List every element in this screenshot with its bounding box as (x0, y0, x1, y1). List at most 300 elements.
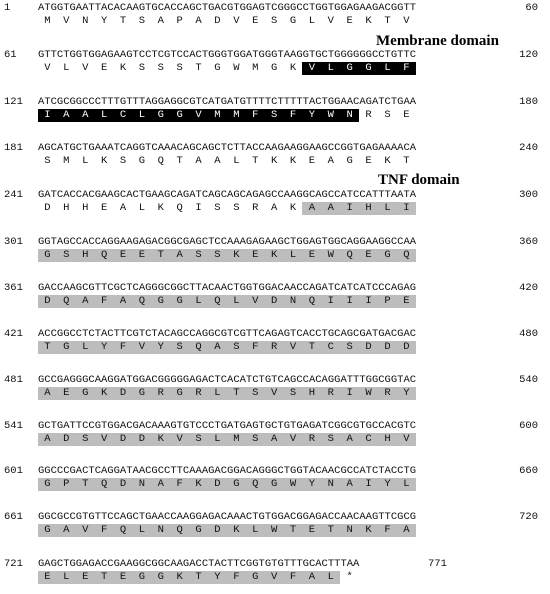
amino-acid-residue: W (265, 524, 284, 537)
amino-acid-residue: F (95, 524, 114, 537)
amino-acid-residue: K (170, 571, 189, 584)
nucleotide-sequence: GGCGCCGTGTTCCAGCTGAACCAAGGAGACAAACTGTGGACGGAGACCAACAAGTTCGCG (38, 511, 417, 523)
amino-acid-residue: K (289, 62, 297, 74)
amino-acid-residue: E (403, 109, 410, 121)
amino-acid-residue: K (189, 478, 208, 491)
amino-acid-residue: Y (302, 109, 321, 122)
nucleotide-sequence: GATCACCACGAAGCACTGAAGCAGATCAGCAGCAGAGCCAAGGCAGCCATCCATTTAATA (38, 189, 417, 201)
amino-acid-sequence (38, 155, 416, 168)
amino-acid-residue: S (176, 62, 183, 74)
amino-acid-residue: H (359, 202, 378, 215)
amino-acid-residue: E (100, 202, 108, 214)
sequence-row (0, 372, 550, 402)
amino-acid-sequence (38, 433, 416, 446)
amino-acid-residue: V (189, 109, 208, 122)
amino-acid-residue: V (265, 387, 284, 400)
amino-acid-residue: V (284, 341, 303, 354)
amino-acid-residue: S (246, 433, 265, 446)
row-end-number: 600 (519, 420, 538, 432)
amino-acid-residue: K (157, 202, 164, 214)
amino-acid-residue: S (233, 202, 240, 214)
row-end-number: 480 (519, 328, 538, 340)
amino-acid-sequence (38, 478, 416, 491)
amino-acid-residue: K (365, 15, 372, 27)
amino-acid-residue: A (397, 524, 416, 537)
amino-acid-residue: W (359, 387, 378, 400)
amino-acid-residue: F (378, 524, 397, 537)
amino-acid-residue: L (321, 62, 340, 75)
amino-acid-residue: G (265, 478, 284, 491)
amino-acid-sequence (38, 571, 359, 584)
amino-acid-residue: F (227, 571, 246, 584)
row-start-number: 121 (4, 96, 23, 108)
amino-acid-residue: A (57, 109, 76, 122)
amino-acid-residue: Q (246, 478, 265, 491)
amino-acid-residue: M (63, 155, 70, 167)
amino-acid-sequence (38, 109, 416, 122)
amino-acid-residue: V (82, 62, 89, 74)
amino-acid-residue: M (252, 62, 259, 74)
amino-acid-residue: A (265, 433, 284, 446)
amino-acid-residue: L (308, 15, 316, 27)
sequence-row (0, 326, 550, 356)
row-start-number: 661 (4, 511, 23, 523)
amino-acid-residue: M (208, 109, 227, 122)
amino-acid-residue: S (170, 341, 189, 354)
nucleotide-sequence: GCTGATTCCGTGGACGACAAAGTGTCCCTGATGAGTGCTGTGAGATCGGCGTGCCACGTC (38, 420, 417, 432)
amino-acid-residue: A (270, 202, 278, 214)
amino-acid-residue: G (359, 62, 378, 75)
amino-acid-residue: H (302, 387, 321, 400)
amino-acid-residue: K (119, 62, 127, 74)
amino-acid-residue: D (265, 295, 284, 308)
sequence-row (0, 556, 550, 586)
amino-acid-residue: M (227, 433, 246, 446)
amino-acid-residue: D (208, 524, 227, 537)
amino-acid-residue: L (378, 62, 397, 75)
nucleotide-sequence: ATGGTGAATTACACAAGTGCACCAGCTGACGTGGAGTCGGGCCTGGTGGAGAAGACGGTT (38, 2, 417, 14)
amino-acid-residue: G (151, 109, 170, 122)
amino-acid-residue: E (100, 62, 108, 74)
amino-acid-residue: V (76, 524, 95, 537)
amino-acid-residue: A (195, 155, 202, 167)
amino-acid-residue: E (76, 571, 95, 584)
amino-acid-residue: T (189, 571, 208, 584)
row-start-number: 241 (4, 189, 23, 201)
amino-acid-residue: K (151, 433, 170, 446)
amino-acid-residue: D (359, 341, 378, 354)
nucleotide-sequence: GCCGAGGGCAAGGATGGACGGGGGAGACTCACATCTGTCAGCCACAGGATTTGGCGGTAC (38, 374, 417, 386)
amino-acid-sequence (38, 295, 416, 308)
amino-acid-residue: Y (208, 571, 227, 584)
amino-acid-residue: E (252, 15, 259, 27)
row-end-number: 420 (519, 282, 538, 294)
amino-acid-residue: S (138, 62, 146, 74)
amino-acid-residue: R (365, 109, 372, 121)
amino-acid-residue: A (157, 15, 164, 27)
amino-acid-residue: N (340, 109, 359, 122)
amino-acid-residue: S (157, 62, 164, 74)
amino-acid-residue: G (378, 249, 397, 262)
amino-acid-residue: K (100, 155, 108, 167)
amino-acid-residue: T (151, 249, 170, 262)
amino-acid-residue: Q (132, 295, 151, 308)
amino-acid-residue: S (321, 433, 340, 446)
amino-acid-residue: Q (114, 524, 133, 537)
amino-acid-residue: F (246, 341, 265, 354)
row-end-number: 720 (519, 511, 538, 523)
amino-acid-residue: S (270, 15, 278, 27)
amino-acid-residue: I (321, 295, 340, 308)
amino-acid-residue: S (214, 202, 221, 214)
amino-acid-residue: K (359, 524, 378, 537)
amino-acid-residue: V (327, 15, 334, 27)
amino-acid-residue: L (76, 341, 95, 354)
amino-acid-sequence (38, 15, 416, 28)
amino-acid-residue: F (284, 109, 303, 122)
amino-acid-residue: L (246, 524, 265, 537)
row-start-number: 301 (4, 236, 23, 248)
amino-acid-residue: P (378, 295, 397, 308)
row-start-number: 1 (4, 2, 11, 14)
amino-acid-sequence (38, 202, 416, 215)
row-end-number: 180 (519, 96, 538, 108)
amino-acid-residue: G (170, 295, 189, 308)
amino-acid-sequence (38, 341, 416, 354)
amino-acid-residue: R (321, 387, 340, 400)
amino-acid-residue: G (151, 571, 170, 584)
amino-acid-residue: L (57, 571, 76, 584)
amino-acid-residue: E (308, 155, 316, 167)
amino-acid-residue: F (95, 295, 114, 308)
row-end-number: 60 (525, 2, 538, 14)
sequence-row (0, 94, 550, 124)
sequence-row (0, 280, 550, 310)
amino-acid-residue: T (321, 524, 340, 537)
amino-acid-residue: I (340, 387, 359, 400)
row-start-number: 601 (4, 465, 23, 477)
amino-acid-residue: K (270, 155, 278, 167)
amino-acid-residue: T (302, 341, 321, 354)
amino-acid-residue: A (114, 295, 133, 308)
amino-acid-residue: A (327, 155, 334, 167)
nucleotide-sequence: GGCCCGACTCAGGATAACGCCTTCAAAGACGGACAGGGCTGGTACAACGCCATCTACCTG (38, 465, 417, 477)
amino-acid-residue: R (189, 387, 208, 400)
amino-acid-residue: L (132, 109, 151, 122)
row-end-number: 540 (519, 374, 538, 386)
amino-acid-residue: A (214, 155, 221, 167)
amino-acid-residue: F (284, 571, 303, 584)
amino-acid-residue: I (195, 202, 202, 214)
amino-acid-residue: K (227, 524, 246, 537)
amino-acid-residue: D (57, 433, 76, 446)
nucleotide-sequence: ACCGGCCTCTACTTCGTCTACAGCCAGGCGTCGTTCAGAGTCACCTGCAGCGATGACGAC (38, 328, 417, 340)
amino-acid-residue: W (321, 109, 340, 122)
amino-acid-residue: L (208, 387, 227, 400)
nucleotide-sequence: GAGCTGGAGACCGAAGGCGGCAAGACCTACTTCGGTGTGTTTGCACTTTAA (38, 558, 360, 570)
amino-acid-residue: V (95, 433, 114, 446)
row-start-number: 481 (4, 374, 23, 386)
amino-acid-residue: S (284, 387, 303, 400)
amino-acid-residue: I (340, 295, 359, 308)
amino-acid-residue: G (151, 295, 170, 308)
row-start-number: 421 (4, 328, 23, 340)
amino-acid-residue: R (265, 341, 284, 354)
amino-acid-residue: V (284, 433, 303, 446)
amino-acid-residue: T (403, 155, 410, 167)
amino-acid-residue: L (397, 478, 416, 491)
amino-acid-residue: G (340, 62, 359, 75)
amino-acid-residue: V (302, 62, 321, 75)
amino-acid-residue: T (227, 387, 246, 400)
amino-acid-residue: S (76, 433, 95, 446)
amino-acid-residue: M (227, 109, 246, 122)
amino-acid-residue: L (284, 249, 303, 262)
amino-acid-residue: R (378, 387, 397, 400)
amino-acid-residue: D (397, 341, 416, 354)
amino-acid-residue: E (302, 249, 321, 262)
amino-acid-residue: V (403, 15, 410, 27)
amino-acid-residue: Q (176, 202, 183, 214)
amino-acid-residue: G (346, 155, 353, 167)
amino-acid-residue: S (265, 109, 284, 122)
amino-acid-residue: S (384, 109, 391, 121)
amino-acid-residue: E (246, 249, 265, 262)
amino-acid-residue: N (284, 295, 303, 308)
amino-acid-residue: L (189, 295, 208, 308)
nucleotide-sequence: AGCATGCTGAAATCAGGTCAAACAGCAGCTCTTACCAAGAAGGAAGCCGGTGAGAAAACA (38, 142, 417, 154)
amino-acid-residue: W (321, 249, 340, 262)
amino-acid-residue: G (132, 387, 151, 400)
amino-acid-residue: A (76, 109, 95, 122)
amino-acid-residue: D (38, 295, 57, 308)
amino-acid-residue: D (114, 433, 133, 446)
amino-acid-residue: S (227, 341, 246, 354)
amino-acid-residue: E (359, 249, 378, 262)
amino-acid-residue: G (170, 387, 189, 400)
amino-acid-residue: G (189, 524, 208, 537)
row-start-number: 721 (4, 558, 23, 570)
amino-acid-residue: S (246, 387, 265, 400)
amino-acid-residue: E (397, 295, 416, 308)
amino-acid-residue: H (76, 249, 95, 262)
amino-acid-residue: W (284, 478, 303, 491)
amino-acid-residue: N (340, 524, 359, 537)
amino-acid-sequence (38, 524, 416, 537)
amino-acid-residue: Y (151, 341, 170, 354)
nucleotide-sequence: ATCGCGGCCCTTTGTTTAGGAGGCGTCATGATGTTTTCTTTTTACTGGAACAGATCTGAA (38, 96, 417, 108)
amino-acid-residue: A (340, 433, 359, 446)
amino-acid-residue: I (397, 202, 416, 215)
amino-acid-residue: N (82, 15, 89, 27)
amino-acid-residue: D (208, 478, 227, 491)
amino-acid-residue: T (284, 524, 303, 537)
amino-acid-residue: C (359, 433, 378, 446)
amino-acid-residue: W (233, 62, 240, 74)
amino-acid-sequence (38, 62, 416, 75)
row-end-number: 300 (519, 189, 538, 201)
sequence-row (0, 140, 550, 170)
row-end-number: 120 (519, 49, 538, 61)
amino-acid-residue: A (208, 341, 227, 354)
amino-acid-residue: F (397, 62, 416, 75)
amino-acid-residue: F (170, 478, 189, 491)
amino-acid-residue: S (189, 249, 208, 262)
amino-acid-residue: N (321, 478, 340, 491)
row-start-number: 181 (4, 142, 23, 154)
sequence-row (0, 463, 550, 493)
amino-acid-residue: Q (208, 295, 227, 308)
amino-acid-residue: H (63, 202, 70, 214)
amino-acid-residue: I (359, 295, 378, 308)
amino-acid-residue: R (302, 433, 321, 446)
amino-acid-residue: Q (57, 295, 76, 308)
sequence-row (0, 47, 550, 77)
amino-acid-residue: G (214, 62, 221, 74)
row-end-number: 360 (519, 236, 538, 248)
amino-acid-residue: K (289, 155, 297, 167)
amino-acid-residue: E (346, 15, 353, 27)
amino-acid-residue: G (289, 15, 297, 27)
amino-acid-residue: Y (100, 15, 108, 27)
amino-acid-residue: V (170, 433, 189, 446)
amino-acid-residue: S (57, 249, 76, 262)
amino-acid-residue: F (246, 109, 265, 122)
sequence-row (0, 234, 550, 264)
sequence-row (0, 509, 550, 539)
amino-acid-residue: L (132, 524, 151, 537)
amino-acid-residue: Q (95, 478, 114, 491)
amino-acid-residue: Y (302, 478, 321, 491)
amino-acid-sequence (38, 249, 416, 262)
amino-acid-residue: A (170, 249, 189, 262)
amino-acid-residue: K (95, 387, 114, 400)
sequence-row (0, 0, 550, 30)
amino-acid-residue: T (76, 478, 95, 491)
amino-acid-residue: Q (340, 249, 359, 262)
amino-acid-residue: E (38, 571, 57, 584)
amino-acid-residue: Q (302, 295, 321, 308)
sequence-row (0, 187, 550, 217)
amino-acid-residue: V (63, 15, 70, 27)
amino-acid-residue: E (114, 249, 133, 262)
amino-acid-residue: K (265, 249, 284, 262)
amino-acid-residue: T (176, 155, 183, 167)
amino-acid-residue: V (233, 15, 240, 27)
amino-acid-residue: L (63, 62, 70, 74)
amino-acid-residue: T (384, 15, 391, 27)
amino-acid-residue: L (138, 202, 146, 214)
sequence-row (0, 418, 550, 448)
amino-acid-residue: S (138, 15, 146, 27)
row-end-number: 771 (428, 558, 447, 570)
amino-acid-residue: I (340, 202, 359, 215)
amino-acid-residue: L (95, 109, 114, 122)
amino-acid-residue: D (378, 341, 397, 354)
amino-acid-residue: E (365, 155, 372, 167)
amino-acid-residue: A (119, 202, 127, 214)
amino-acid-residue: * (346, 571, 353, 583)
amino-acid-residue: A (38, 433, 57, 446)
amino-acid-residue: R (151, 387, 170, 400)
amino-acid-residue: D (214, 15, 221, 27)
amino-acid-residue: T (119, 15, 127, 27)
amino-acid-residue: G (76, 387, 95, 400)
amino-acid-residue: T (95, 571, 114, 584)
amino-acid-residue: S (189, 433, 208, 446)
amino-acid-residue: A (302, 202, 321, 215)
amino-acid-residue: A (340, 478, 359, 491)
amino-acid-residue: N (151, 524, 170, 537)
amino-acid-residue: T (195, 62, 202, 74)
amino-acid-residue: Q (189, 341, 208, 354)
amino-acid-residue: A (38, 387, 57, 400)
amino-acid-residue: G (38, 478, 57, 491)
amino-acid-residue: Y (378, 478, 397, 491)
amino-acid-residue: Q (170, 524, 189, 537)
amino-acid-residue: G (227, 478, 246, 491)
row-start-number: 361 (4, 282, 23, 294)
amino-acid-residue: Y (397, 387, 416, 400)
membrane-domain-label: Membrane domain (376, 33, 499, 49)
amino-acid-residue: T (252, 155, 259, 167)
amino-acid-residue: E (57, 387, 76, 400)
amino-acid-residue: S (340, 341, 359, 354)
amino-acid-residue: L (82, 155, 89, 167)
amino-acid-residue: A (195, 15, 202, 27)
row-end-number: 660 (519, 465, 538, 477)
amino-acid-residue: D (114, 478, 133, 491)
amino-acid-residue: H (378, 433, 397, 446)
amino-acid-residue: A (151, 478, 170, 491)
amino-acid-residue: Q (95, 249, 114, 262)
amino-acid-residue: G (132, 571, 151, 584)
amino-acid-residue: A (76, 295, 95, 308)
amino-acid-residue: I (38, 109, 57, 122)
amino-acid-residue: V (132, 341, 151, 354)
amino-acid-residue: G (38, 524, 57, 537)
amino-acid-residue: I (359, 478, 378, 491)
amino-acid-residue: F (114, 341, 133, 354)
amino-acid-residue: Q (157, 155, 164, 167)
amino-acid-residue: V (44, 62, 51, 74)
nucleotide-sequence: GGTAGCCACCAGGAAGAGACGGCGAGCTCCAAAGAGAAGCTGGAGTGGCAGGAAGGCCAA (38, 236, 417, 248)
amino-acid-residue: S (119, 155, 127, 167)
row-end-number: 240 (519, 142, 538, 154)
amino-acid-residue: G (246, 571, 265, 584)
amino-acid-residue: G (170, 109, 189, 122)
amino-acid-residue: G (270, 62, 278, 74)
amino-acid-residue: E (132, 249, 151, 262)
amino-acid-residue: C (321, 341, 340, 354)
amino-acid-residue: R (252, 202, 259, 214)
amino-acid-residue: A (302, 571, 321, 584)
nucleotide-sequence: GTTCTGGTGGAGAAGTCCTCGTCCACTGGGTGGATGGGTAAGGTGCTGGGGGGCCTGTTC (38, 49, 417, 61)
amino-acid-residue: M (44, 15, 51, 27)
amino-acid-residue: L (208, 433, 227, 446)
row-start-number: 541 (4, 420, 23, 432)
amino-acid-residue: G (57, 341, 76, 354)
amino-acid-residue: C (114, 109, 133, 122)
amino-acid-residue: L (233, 155, 240, 167)
amino-acid-residue: G (38, 249, 57, 262)
amino-acid-residue: K (384, 155, 391, 167)
amino-acid-residue: D (114, 387, 133, 400)
amino-acid-residue: G (138, 155, 146, 167)
row-start-number: 61 (4, 49, 17, 61)
amino-acid-residue: P (57, 478, 76, 491)
amino-acid-residue: T (38, 341, 57, 354)
